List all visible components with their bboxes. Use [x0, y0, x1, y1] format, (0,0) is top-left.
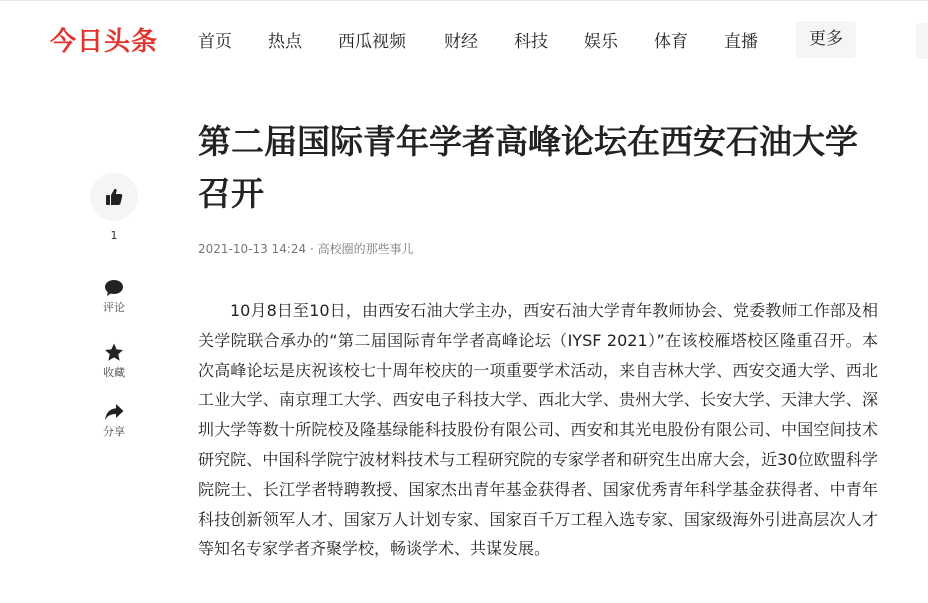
thumbs-up-icon — [104, 187, 124, 207]
collect-label: 收藏 — [103, 366, 125, 379]
article-body-paragraph: 10月8日至10日，由西安石油大学主办，西安石油大学青年教师协会、党委教师工作部及相关学院联合承办的“第二届国际青年学者高峰论坛（IYSF 2021）”在该校雁塔校区隆重召开。本次高峰论坛是庆祝该校七十周年校庆的一项重要学术活动，来自吉林大学、西安交通大学、西北工业大学、南京理工大学、西安电子科技大学、西北大学、贵州大学、长安大学、天津大学、深圳大学等数十所院校及隆基绿能科技股份有限公司、西安和其光电股份有限公司、中国空间技术研究院、中国科学院宁波材料技术与工程研究院的专家学者和研究生出席大会，近30位欧盟科学院院士、长江学者特聘教授、国家杰出青年基金获得者、国家优秀青年科学基金获得者、中青年科技创新领军人才、国家万人计划专家、国家百千万工程入选专家、国家级海外引进高层次人才等知名专家学者齐聚学校，畅谈学术、共谋发展。 — [198, 301, 878, 559]
share-label: 分享 — [103, 425, 125, 438]
collect-button[interactable] — [90, 343, 138, 380]
nav-item-entertainment[interactable]: 娱乐 — [584, 32, 618, 52]
comment-button[interactable] — [90, 279, 138, 315]
toutiao-logo[interactable]: 今日头条 — [50, 27, 159, 57]
article-source[interactable]: 高校圈的那些事儿 — [317, 242, 414, 256]
publish-time: 2021-10-13 14:24 — [198, 242, 307, 256]
like-button[interactable] — [90, 173, 138, 221]
share-icon — [104, 403, 124, 421]
article-action-sidebar — [90, 173, 138, 438]
comment-label: 评论 — [103, 301, 125, 314]
nav-item-live[interactable]: 直播 — [724, 32, 758, 52]
nav-item-home[interactable]: 首页 — [198, 32, 232, 52]
star-icon — [104, 343, 124, 362]
meta-separator: · — [306, 242, 318, 256]
article-meta — [198, 240, 414, 257]
nav-item-finance[interactable]: 财经 — [444, 32, 478, 52]
top-navigation-bar — [0, 0, 928, 84]
like-count: 1 — [110, 229, 118, 242]
search-box-edge[interactable] — [916, 23, 928, 59]
nav-item-xigua-video[interactable]: 西瓜视频 — [338, 32, 406, 52]
nav-item-hot[interactable]: 热点 — [268, 32, 302, 52]
share-button[interactable] — [90, 403, 138, 439]
article-title: 第二届国际青年学者高峰论坛在西安石油大学召开 — [198, 122, 858, 213]
nav-item-sports[interactable]: 体育 — [654, 32, 688, 52]
comment-icon — [104, 279, 124, 297]
nav-more-button[interactable]: 更多 — [796, 21, 856, 58]
nav-item-tech[interactable]: 科技 — [514, 32, 548, 52]
